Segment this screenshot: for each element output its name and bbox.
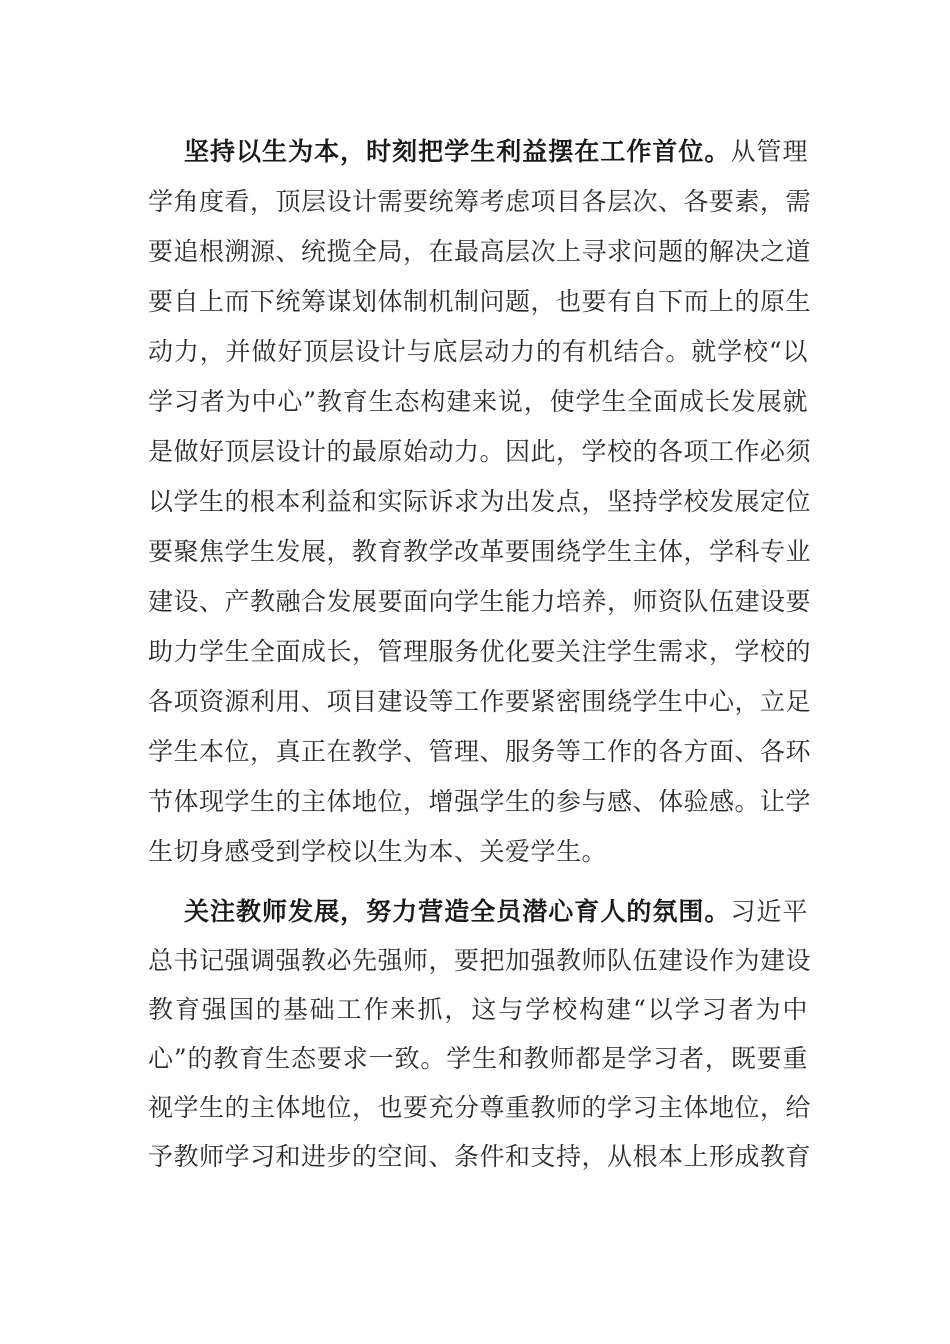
paragraph-line: 要聚焦学生发展，教育教学改革要围绕学生主体，学科专业 — [148, 537, 812, 566]
paragraph-line: 予教师学习和进步的空间、条件和支持，从根本上形成教育 — [148, 1142, 812, 1171]
paragraph-line: 学生本位，真正在教学、管理、服务等工作的各方面、各环 — [148, 737, 812, 766]
paragraph-line: 要自上而下统筹谋划体制机制问题，也要有自下而上的原生 — [148, 287, 812, 316]
paragraph-line: 各项资源利用、项目建设等工作要紧密围绕学生中心，立足 — [148, 687, 812, 716]
paragraph-text: 从管理 — [730, 137, 808, 166]
paragraph-line: 助力学生全面成长，管理服务优化要关注学生需求，学校的 — [148, 637, 812, 666]
paragraph-line: 学角度看，顶层设计需要统筹考虑项目各层次、各要素，需 — [148, 187, 812, 216]
paragraph-line: 动力，并做好顶层设计与底层动力的有机结合。就学校“以 — [148, 337, 808, 366]
paragraph-line: 心”的教育生态要求一致。学生和教师都是学习者，既要重 — [148, 1044, 808, 1073]
paragraph-line: 以学生的根本利益和实际诉求为出发点，坚持学校发展定位 — [148, 487, 812, 516]
paragraph-line: 是做好顶层设计的最原始动力。因此，学校的各项工作必须 — [148, 437, 812, 466]
paragraph-line: 学习者为中心”教育生态构建来说，使学生全面成长发展就 — [148, 387, 808, 416]
paragraph-first-line — [184, 892, 808, 932]
paragraph-line: 建设、产教融合发展要面向学生能力培养，师资队伍建设要 — [148, 587, 812, 616]
paragraph-line: 节体现学生的主体地位，增强学生的参与感、体验感。让学 — [148, 787, 812, 816]
paragraph-text: 习近平 — [730, 897, 808, 926]
paragraph-line: 教育强国的基础工作来抓，这与学校构建“以学习者为中 — [148, 995, 808, 1024]
paragraph-line: 要追根溯源、统揽全局，在最高层次上寻求问题的解决之道 — [148, 237, 812, 266]
paragraph-first-line — [184, 132, 808, 172]
paragraph-line: 视学生的主体地位，也要充分尊重教师的学习主体地位，给 — [148, 1093, 812, 1122]
paragraph-heading: 坚持以生为本，时刻把学生利益摆在工作首位。 — [184, 137, 731, 166]
paragraph-heading: 关注教师发展，努力营造全员潜心育人的氛围。 — [184, 897, 731, 926]
paragraph-line: 生切身感受到学校以生为本、关爱学生。 — [148, 837, 608, 866]
paragraph-line: 总书记强调强教必先强师，要把加强教师队伍建设作为建设 — [148, 946, 812, 975]
